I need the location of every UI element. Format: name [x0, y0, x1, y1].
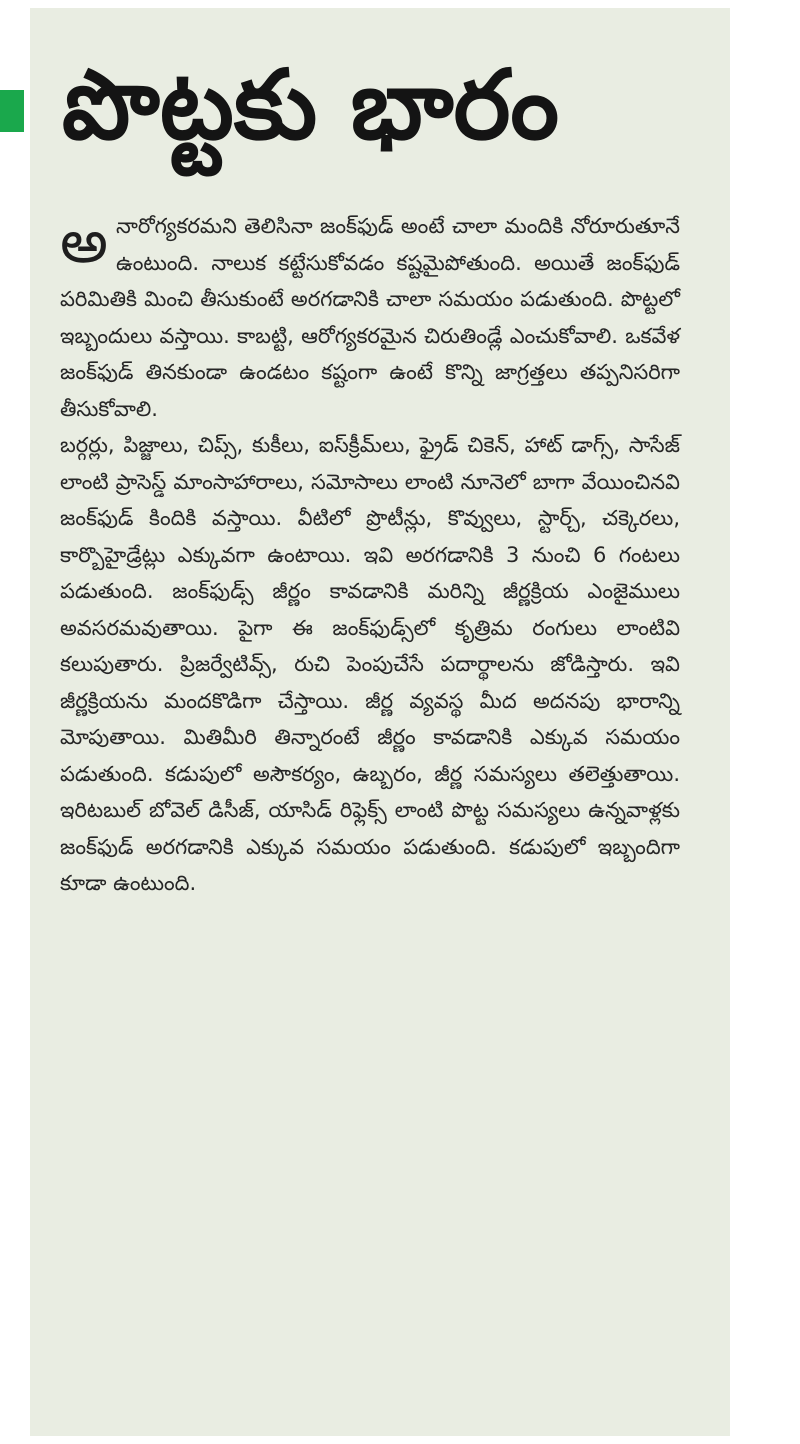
article-body — [60, 208, 680, 902]
drop-cap: అ — [60, 207, 108, 277]
section-marker — [0, 90, 24, 132]
paragraph-intro — [60, 208, 680, 427]
headline: పొట్టకు భారం — [62, 49, 560, 161]
paragraph-intro-text: నారోగ్యకరమని తెలిసినా జంక్‌ఫుడ్ అంటే చాలా మందికి నోరూరుతూనే ఉంటుంది. నాలుక కట్టేసుకోవడం కష్టమైపోతుంది. అయితే జంక్‌ఫుడ్ పరిమితికి మించి తీసుకుంటే అరగడానికి చాలా సమయం పడుతుంది. పొట్టలో ఇబ్బందులు వస్తాయి. కాబట్టి, ఆరోగ్యకరమైన చిరుతిండ్లే ఎంచుకోవాలి. ఒకవేళ జంక్‌ఫుడ్ తినకుండా ఉండటం కష్టంగా ఉంటే కొన్ని జాగ్రత్తలు తప్పనిసరిగా తీసుకోవాలి. — [60, 214, 680, 421]
paragraph-junk-food: బర్గర్లు, పిజ్జాలు, చిప్స్, కుకీలు, ఐస్‌క్రీమ్‌లు, ఫ్రైడ్ చికెన్, హాట్ డాగ్స్, సాసేజ్ లాంటి ప్రాసెస్డ్ మాంసాహారాలు, సమోసాలు లాంటి నూనెలో బాగా వేయించినవి జంక్‌ఫుడ్ కిందికి వస్తాయి. వీటిలో ప్రొటీన్లు, కొవ్వులు, స్టార్చ్, చక్కెరలు, కార్బొహైడ్రేట్లు ఎక్కువగా ఉంటాయి. ఇవి అరగడానికి 3 నుంచి 6 గంటలు పడుతుంది. జంక్‌ఫుడ్స్ జీర్ణం కావడానికి మరిన్ని జీర్ణక్రియ ఎంజైములు అవసరమవుతాయి. పైగా ఈ జంక్‌ఫుడ్స్‌లో కృత్రిమ రంగులు లాంటివి కలుపుతారు. ప్రిజర్వేటివ్స్, రుచి పెంపుచేసే పదార్థాలను జోడిస్తారు. ఇవి జీర్ణక్రియను మందకొడిగా చేస్తాయి. జీర్ణ వ్యవస్థ మీద అదనపు భారాన్ని మోపుతాయి. మితిమీరి తిన్నారంటే జీర్ణం కావడానికి ఎక్కువ సమయం పడుతుంది. కడుపులో అసౌకర్యం, ఉబ్బరం, జీర్ణ సమస్యలు తలెత్తుతాయి. ఇరిటబుల్ బోవెల్ డిసీజ్, యాసిడ్ రిఫ్లెక్స్ లాంటి పొట్ట సమస్యలు ఉన్నవాళ్లకు జంక్‌ఫుడ్ అరగడానికి ఎక్కువ సమయం పడుతుంది. కడుపులో ఇబ్బందిగా కూడా ఉంటుంది. — [60, 433, 680, 895]
